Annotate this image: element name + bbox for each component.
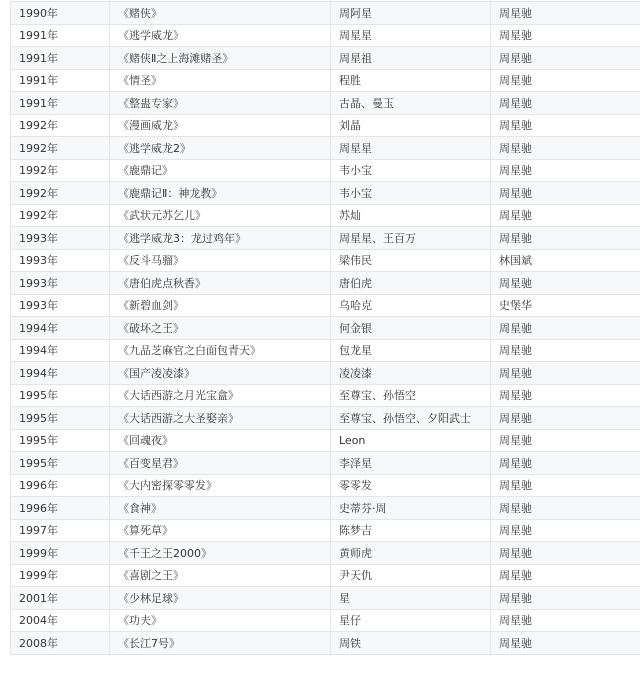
table-row [11, 137, 640, 160]
director-cell: 周星驰 [491, 632, 640, 655]
director-cell: 周星驰 [491, 564, 640, 587]
year-cell: 1990年 [11, 2, 110, 25]
role-cell: 古晶、曼玉 [331, 92, 491, 115]
table-row [11, 272, 640, 295]
filmography-body [11, 2, 640, 655]
director-cell: 周星驰 [491, 47, 640, 70]
year-cell: 1994年 [11, 317, 110, 340]
role-cell: 凌凌漆 [331, 362, 491, 385]
role-cell: 周铁 [331, 632, 491, 655]
director-cell: 周星驰 [491, 204, 640, 227]
table-row [11, 609, 640, 632]
year-cell: 1992年 [11, 114, 110, 137]
year-cell: 1991年 [11, 24, 110, 47]
table-row [11, 2, 640, 25]
role-cell: 周星祖 [331, 47, 491, 70]
role-cell: 星 [331, 587, 491, 610]
role-cell: 陈梦吉 [331, 519, 491, 542]
year-cell: 1993年 [11, 227, 110, 250]
table-row [11, 182, 640, 205]
table-row [11, 294, 640, 317]
year-cell: 1991年 [11, 47, 110, 70]
table-row [11, 497, 640, 520]
title-cell: 《大内密探零零发》 [110, 474, 331, 497]
title-cell: 《国产凌凌漆》 [110, 362, 331, 385]
title-cell: 《赌侠Ⅱ之上海滩赌圣》 [110, 47, 331, 70]
director-cell: 周星驰 [491, 182, 640, 205]
table-row [11, 542, 640, 565]
role-cell: 史蒂芬·周 [331, 497, 491, 520]
director-cell: 周星驰 [491, 362, 640, 385]
title-cell: 《食神》 [110, 497, 331, 520]
title-cell: 《百变星君》 [110, 452, 331, 475]
title-cell: 《逃学威龙3：龙过鸡年》 [110, 227, 331, 250]
table-row [11, 339, 640, 362]
table-row [11, 92, 640, 115]
title-cell: 《赌侠》 [110, 2, 331, 25]
table-row [11, 587, 640, 610]
role-cell: 苏灿 [331, 204, 491, 227]
year-cell: 1993年 [11, 249, 110, 272]
year-cell: 1995年 [11, 452, 110, 475]
table-row [11, 227, 640, 250]
role-cell: 何金银 [331, 317, 491, 340]
title-cell: 《算死草》 [110, 519, 331, 542]
table-row [11, 47, 640, 70]
title-cell: 《逃学威龙》 [110, 24, 331, 47]
title-cell: 《长江7号》 [110, 632, 331, 655]
director-cell: 周星驰 [491, 317, 640, 340]
title-cell: 《功夫》 [110, 609, 331, 632]
year-cell: 2004年 [11, 609, 110, 632]
year-cell: 1994年 [11, 339, 110, 362]
year-cell: 1992年 [11, 204, 110, 227]
title-cell: 《喜剧之王》 [110, 564, 331, 587]
director-cell: 周星驰 [491, 339, 640, 362]
title-cell: 《鹿鼎记Ⅱ：神龙教》 [110, 182, 331, 205]
director-cell: 周星驰 [491, 227, 640, 250]
table-row [11, 452, 640, 475]
director-cell: 周星驰 [491, 24, 640, 47]
title-cell: 《漫画威龙》 [110, 114, 331, 137]
role-cell: 韦小宝 [331, 159, 491, 182]
year-cell: 1992年 [11, 182, 110, 205]
year-cell: 1993年 [11, 294, 110, 317]
director-cell: 周星驰 [491, 92, 640, 115]
role-cell: 星仔 [331, 609, 491, 632]
director-cell: 周星驰 [491, 497, 640, 520]
role-cell: 乌哈克 [331, 294, 491, 317]
year-cell: 1991年 [11, 69, 110, 92]
year-cell: 1995年 [11, 429, 110, 452]
director-cell: 周星驰 [491, 272, 640, 295]
role-cell: 刘晶 [331, 114, 491, 137]
director-cell: 周星驰 [491, 114, 640, 137]
filmography-table [10, 1, 640, 655]
table-row [11, 429, 640, 452]
title-cell: 《唐伯虎点秋香》 [110, 272, 331, 295]
title-cell: 《少林足球》 [110, 587, 331, 610]
director-cell: 史堡华 [491, 294, 640, 317]
role-cell: 至尊宝、孙悟空、夕阳武士 [331, 407, 491, 430]
director-cell: 周星驰 [491, 474, 640, 497]
table-row [11, 474, 640, 497]
director-cell: 周星驰 [491, 452, 640, 475]
title-cell: 《破坏之王》 [110, 317, 331, 340]
title-cell: 《新碧血剑》 [110, 294, 331, 317]
title-cell: 《鹿鼎记》 [110, 159, 331, 182]
title-cell: 《千王之王2000》 [110, 542, 331, 565]
year-cell: 1997年 [11, 519, 110, 542]
year-cell: 1992年 [11, 137, 110, 160]
role-cell: 周星星 [331, 24, 491, 47]
role-cell: 唐伯虎 [331, 272, 491, 295]
role-cell: 韦小宝 [331, 182, 491, 205]
director-cell: 周星驰 [491, 384, 640, 407]
title-cell: 《武状元苏乞儿》 [110, 204, 331, 227]
table-row [11, 564, 640, 587]
role-cell: 李泽星 [331, 452, 491, 475]
director-cell: 周星驰 [491, 519, 640, 542]
role-cell: 周星星 [331, 137, 491, 160]
title-cell: 《大话西游之大圣娶亲》 [110, 407, 331, 430]
title-cell: 《大话西游之月光宝盒》 [110, 384, 331, 407]
table-row [11, 114, 640, 137]
year-cell: 1996年 [11, 474, 110, 497]
year-cell: 1991年 [11, 92, 110, 115]
director-cell: 周星驰 [491, 407, 640, 430]
year-cell: 1995年 [11, 407, 110, 430]
role-cell: 尹天仇 [331, 564, 491, 587]
year-cell: 1993年 [11, 272, 110, 295]
year-cell: 1999年 [11, 564, 110, 587]
table-row [11, 632, 640, 655]
role-cell: 黄师虎 [331, 542, 491, 565]
table-row [11, 24, 640, 47]
director-cell: 林国斌 [491, 249, 640, 272]
director-cell: 周星驰 [491, 609, 640, 632]
table-row [11, 384, 640, 407]
role-cell: Leon [331, 429, 491, 452]
year-cell: 1994年 [11, 362, 110, 385]
director-cell: 周星驰 [491, 159, 640, 182]
role-cell: 周阿星 [331, 2, 491, 25]
director-cell: 周星驰 [491, 542, 640, 565]
role-cell: 零零发 [331, 474, 491, 497]
title-cell: 《逃学威龙2》 [110, 137, 331, 160]
role-cell: 至尊宝、孙悟空 [331, 384, 491, 407]
director-cell: 周星驰 [491, 587, 640, 610]
title-cell: 《九品芝麻官之白面包青天》 [110, 339, 331, 362]
table-row [11, 407, 640, 430]
title-cell: 《反斗马骝》 [110, 249, 331, 272]
table-row [11, 317, 640, 340]
director-cell: 周星驰 [491, 429, 640, 452]
table-row [11, 204, 640, 227]
title-cell: 《整蛊专家》 [110, 92, 331, 115]
director-cell: 周星驰 [491, 137, 640, 160]
table-row [11, 159, 640, 182]
role-cell: 程胜 [331, 69, 491, 92]
year-cell: 1996年 [11, 497, 110, 520]
role-cell: 包龙星 [331, 339, 491, 362]
director-cell: 周星驰 [491, 2, 640, 25]
table-row [11, 519, 640, 542]
table-row [11, 249, 640, 272]
year-cell: 1999年 [11, 542, 110, 565]
year-cell: 2001年 [11, 587, 110, 610]
role-cell: 周星星、王百万 [331, 227, 491, 250]
role-cell: 梁伟民 [331, 249, 491, 272]
table-row [11, 362, 640, 385]
title-cell: 《回魂夜》 [110, 429, 331, 452]
title-cell: 《情圣》 [110, 69, 331, 92]
director-cell: 周星驰 [491, 69, 640, 92]
year-cell: 1995年 [11, 384, 110, 407]
year-cell: 2008年 [11, 632, 110, 655]
year-cell: 1992年 [11, 159, 110, 182]
table-row [11, 69, 640, 92]
